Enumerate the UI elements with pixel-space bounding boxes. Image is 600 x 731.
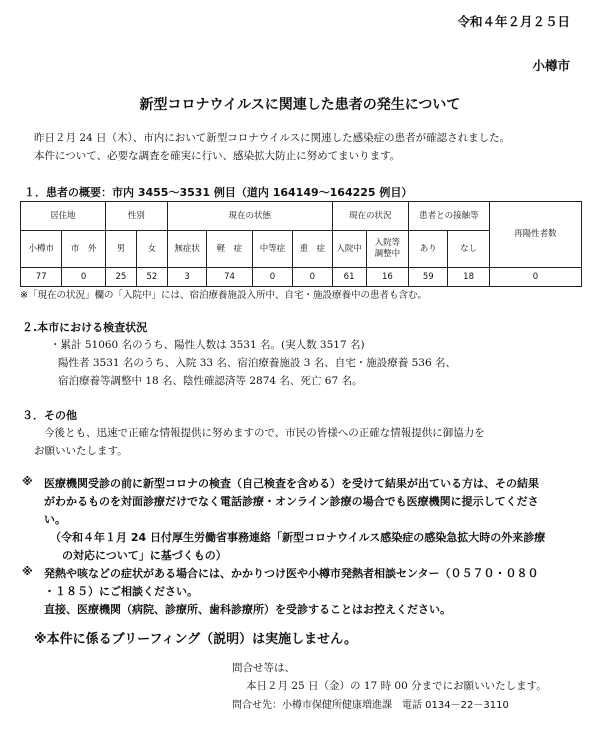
contact-deadline: 本日２月 25 日（金）の 17 時 00 分までにお願いいたします。 bbox=[246, 680, 547, 692]
sub-adjusting bbox=[366, 231, 408, 268]
header-residence: 居住地 bbox=[21, 202, 106, 231]
section2-line-3: 宿泊療養等調整中 18 名、陰性確認済等 2874 名、死亡 67 名。 bbox=[58, 375, 363, 387]
value-repositive: 0 bbox=[489, 268, 581, 287]
value-asymptomatic: 3 bbox=[167, 268, 206, 287]
section2-heading: ２.本市における検査状況 bbox=[22, 321, 148, 334]
notice1-line-2: がわかるものを対面診療だけでなく電話診療・オンライン診療の場合でも医療機関に提示してくださ bbox=[44, 495, 539, 508]
section2-line-1: ・累計 51060 名のうち、陽性人数は 3531 名。(実人数 3517 名) bbox=[50, 339, 365, 351]
header-situation: 現在の状況 bbox=[332, 202, 409, 231]
header-repositive: 再陽性者数 bbox=[489, 202, 581, 268]
value-male: 25 bbox=[105, 268, 136, 287]
sub-severe: 重 症 bbox=[293, 231, 332, 268]
sub-female: 女 bbox=[136, 231, 167, 268]
value-outside: 0 bbox=[62, 268, 105, 287]
sub-adjusting-line2: 調整中 bbox=[374, 249, 401, 259]
sub-male: 男 bbox=[105, 231, 136, 268]
table-header-row bbox=[21, 202, 582, 231]
section3-line-1: 今後とも、迅速で正確な情報提供に努めますので、市民の皆様への正確な情報提供に御協力を bbox=[44, 427, 485, 439]
notice2-line-3: 直接、医療機関（病院、診療所、歯科診療所）を受診することはお控えください。 bbox=[44, 603, 451, 616]
notice2-line-1: 発熱や咳などの症状がある場合には、かかりつけ医や小樽市発熱者相談センター（０５７０・０８０ bbox=[44, 567, 539, 580]
value-mild: 74 bbox=[207, 268, 253, 287]
sub-hospitalized: 入院中 bbox=[332, 231, 366, 268]
contact-info: 問合せ先：小樽市保健所健康増進課 電話 0134－22－3110 bbox=[232, 700, 509, 711]
table-row bbox=[21, 268, 582, 287]
notice2-line-2: ・１８５）にご相談ください。 bbox=[44, 585, 198, 598]
header-condition: 現在の状態 bbox=[167, 202, 332, 231]
sub-otaru: 小樽市 bbox=[21, 231, 62, 268]
sub-contact-yes: あり bbox=[409, 231, 448, 268]
section3-line-2: お願いいたします。 bbox=[34, 445, 128, 457]
sub-moderate: 中等症 bbox=[252, 231, 292, 268]
value-moderate: 0 bbox=[252, 268, 292, 287]
value-contact-yes: 59 bbox=[409, 268, 448, 287]
value-female: 52 bbox=[136, 268, 167, 287]
header-sex: 性別 bbox=[105, 202, 167, 231]
section1-heading: １．患者の概要：市内 3455～3531 例目（道内 164149～164225 例目） bbox=[24, 186, 413, 199]
sub-asymptomatic: 無症状 bbox=[167, 231, 206, 268]
intro-line-1: 昨日２月 24 日（木）、市内において新型コロナウイルスに関連した感染症の患者が確認されました。 bbox=[34, 132, 511, 144]
table-footnote: ※「現在の状況」欄の「入院中」には、宿泊療養施設入所中、自宅・施設療養中の患者も含む。 bbox=[20, 290, 427, 301]
sub-contact-no: なし bbox=[448, 231, 489, 268]
notice1-line-5: の対応について」に基づくもの） bbox=[62, 549, 227, 562]
patient-summary-table bbox=[20, 201, 582, 287]
notice1-line-4: （令和４年１月 24 日付厚生労働省事務連絡「新型コロナウイルス感染症の感染急拡大時の外来診療 bbox=[50, 531, 546, 544]
value-severe: 0 bbox=[293, 268, 332, 287]
document-title: 新型コロナウイルスに関連した患者の発生について bbox=[139, 97, 461, 113]
value-adjusting: 16 bbox=[366, 268, 408, 287]
value-otaru: 77 bbox=[21, 268, 62, 287]
notice1-line-1: 医療機関受診の前に新型コロナの検査（自己検査を含める）を受けて結果が出ている方は、その結果 bbox=[44, 477, 539, 490]
notice2-mark: ※ bbox=[22, 565, 33, 578]
document-date: 令和４年２月２５日 bbox=[457, 14, 570, 29]
section2-line-2: 陽性者 3531 名のうち、入院 33 名、宿泊療養施設 3 名、自宅・施設療養 536 名、 bbox=[58, 357, 457, 369]
sub-mild: 軽 症 bbox=[207, 231, 253, 268]
notice1-mark: ※ bbox=[22, 475, 33, 488]
notice1-line-3: い。 bbox=[44, 513, 66, 526]
contact-label: 問合せ等は、 bbox=[232, 662, 295, 674]
briefing-notice: ※本件に係るブリーフィング（説明）は実施しません。 bbox=[34, 632, 357, 647]
sub-adjusting-line1: 入院等 bbox=[374, 238, 401, 248]
issuing-city: 小樽市 bbox=[532, 58, 570, 73]
value-hospitalized: 61 bbox=[332, 268, 366, 287]
value-contact-no: 18 bbox=[448, 268, 489, 287]
section3-heading: ３．その他 bbox=[22, 409, 77, 422]
intro-line-2: 本件について、必要な調査を確実に行い、感染拡大防止に努めてまいります。 bbox=[34, 150, 401, 162]
header-contact: 患者との接触等 bbox=[409, 202, 490, 231]
sub-outside: 市 外 bbox=[62, 231, 105, 268]
